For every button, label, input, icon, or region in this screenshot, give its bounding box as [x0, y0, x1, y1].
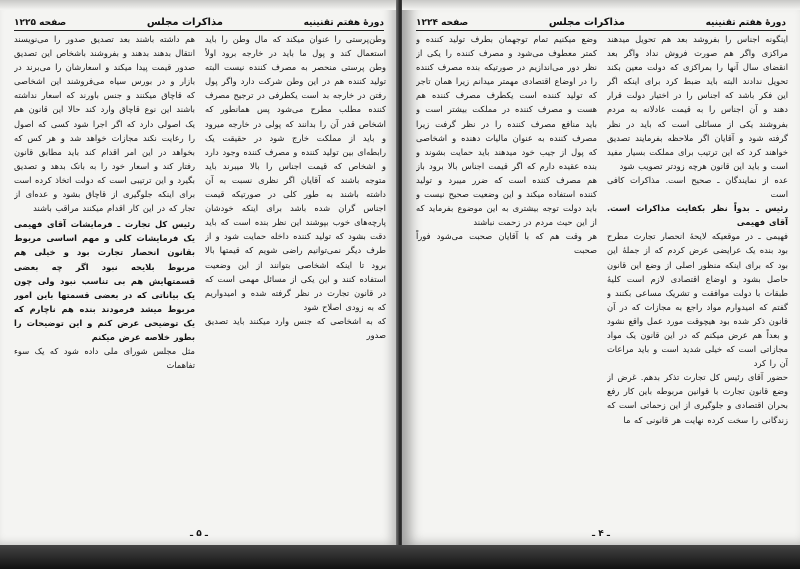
paragraph: وطن‌پرستی را عنوان میکند که مال وطن را باید استعمال کند و پول ما باید در خارجه برود اولاً وطن پرستی منحصر به مصرف کننده نیست البته تولید کننده هم در این وطن شرکت دارد واگر پول رفتن در خارجه بد است یکطرفی در ترجیح مصرف کننده مطلب مطرح می‌شود پس همانطور که اشخاص قدر آن را بدانند که پولی در خارجه میرود و باید از مملکت خارج شود در حقیقت یک رابطه‌ای بین تولید کننده و مصرف کننده وجود دارد و اشخاص که قیمت اجناس را بالا میبرند باید متوجه باشند که آقایان اگر نظری نسبت به آن داشته باشند به طور کلی در صورتیکه قیمت اجناس گران شده باشد برای اینکه خودشان پارچه‌های خوب بپوشند این نظر بنده است که باید دقت بشود که تولید کننده داخله حمایت شود و از طرف دیگر نمی‌توانیم راضی شویم که قیمتها بالا برود تا اینکه اشخاصی بتوانند از این وضعیت استفاده کنند و این یکی از مسائل مهمی است که در قانون تجارت در نظر گرفته شده و امیدواریم که به زودی اصلاح شود: [205, 34, 386, 312]
page-number-label: صفحه ۱۲۲۴: [416, 18, 469, 28]
folio-number: ـ ۴ ـ: [592, 529, 610, 539]
paragraph: مثل مجلس شورای ملی داده شود که یک سوء تفاهمات: [14, 346, 195, 371]
right-page-columns: [416, 32, 788, 523]
session-label: دورهٔ هفتم تقنینیه: [303, 18, 384, 28]
paragraph: عده از نمایندگان ـ صحیح است. مذاکرات کافی است: [607, 174, 788, 200]
text-column-left: [14, 32, 195, 523]
running-title: مذاکرات مجلس: [548, 17, 625, 28]
text-column-right: [607, 32, 788, 523]
paragraph: وضع میکنیم تمام توجهمان بطرف تولید کننده و کمتر معطوف می‌شود و مصرف کننده را یکی از نظر دور می‌اندازیم در صورتیکه بنده مصرف کننده را در اوضاع اقتصادی مهمتر میدانم زیرا همان تاجر که تولید کننده است یکطرف مصرف کننده هم هست و مصرف کننده در مملکت بیشتر است و باید منافع مصرف کننده را در نظر گرفت زیرا مصرف کننده به عنوان مالیات دهنده و اشخاصی که پول از جیب خود میدهند باید حمایت بشوند و بنده عقیده دارم که اگر قیمت اجناس بالا برود باز هم مصرف کننده است که ضرر میبرد و تولید کننده استفاده میکند و این وضعیت صحیح نیست و باید دولت توجه بیشتری به این موضوع بفرماید که از این حیث مردم در زحمت نباشند: [416, 34, 597, 228]
text-column-right: [205, 32, 386, 523]
page-shadow: [402, 0, 800, 10]
left-page-header: [14, 14, 384, 31]
paragraph: اینگونه اجناس را بفروشد بعد هم تحویل میدهند مراکزی واگر هم صورت فروش نداد واگر بعد انقضای سال آنها را بمراکزی که دولت معین بکند تحویل ندادند البته باید ضبط کرد برای اینکه اگر این فکر باشد که اجناس را در اختیار دولت قرار دهند و آن اجناس را به قیمت عادلانه به مردم بفروشند یکی از مسائلی است که باید در نظر گرفته شود و آقایان اگر ملاحظه بفرمایند تصدیق خواهند کرد که این ترتیب برای مملکت بسیار مفید است و باید این قانون هرچه زودتر تصویب شود: [607, 34, 788, 171]
folio-number: ـ ۵ ـ: [190, 529, 208, 539]
left-page: [0, 0, 398, 545]
page-number-label: صفحه ۱۲۲۵: [14, 18, 67, 28]
scan-bottom-edge: [0, 545, 800, 569]
page-shadow: [0, 0, 398, 10]
speaker-paragraph: فهیمی ـ در موقعیکه لایحهٔ انحصار تجارت مطرح بود بنده یک عرایضی عرض کردم که از جملهٔ این بود که برای اینکه منظور اصلی از وضع این قانون حاصل بشود و اوضاع اقتصادی لازم است کلیهٔ طبقات با دولت موافقت و تشریک مساعی بکنند و گفتم که امیدوارم مواد راجع به مجازات که در آن قانون ذکر شده بود هیچوقت مورد عمل واقع نشود و بعداً هم عرض میکنم که در این قانون یک مواد مجازاتی است که خیلی شدید است و باید مراعات آن را کرد: [607, 231, 788, 369]
speaker-paragraph: رئیس کل تجارت ـ فرمایشات آقای فهیمی یک فرمایشات کلی و مهم اساسی مربوط بقانون انحصار تجارت بود و خیلی هم مربوط بلایحه نبود اگر چه بعضی قسمتهایش هم بی تناسب نبود ولی چون یک بیاناتی که در بعضی قسمتها باین امور مربوط میشد فرمودند بنده هم ناچارم که یک توضیحی عرض کنم و این توضیحات را بطور خلاصه عرض میکنم: [14, 219, 195, 342]
paragraph: هم داشته باشند بعد تصدیق صدور را می‌نویسند انتقال بدهند بدهند و بفروشند باشخاص این تصدیق صدور قیمت پیدا میکند و اسعارشان را می‌برند در بازار و در بورس سیاه می‌فروشند این اشخاصی که قاچاق میکنند و جنس باورند که اسعار نداشته باشند این نوع قاچاق وارد کند حالا این قانون هم یک اصولی دارد که اگر اجرا شود کسی که اصول را رعایت نکند مجازات خواهد شد و هر کس که بخواهد در این امر اقدام کند باید مطابق قانون رفتار کند و اسعار خود را به بانک بدهد و تصدیق بگیرد و این ترتیبی است که دولت اتخاذ کرده است برای اینکه جلوگیری از قاچاق بشود و عده‌ای از تجار که در این کار اقدام میکنند مراقب باشند: [14, 34, 195, 214]
text-column-left: [416, 32, 597, 523]
right-page-header: [416, 14, 786, 31]
paragraph: هر وقت هم که با آقایان صحبت می‌شود فوراً صحبت: [416, 231, 597, 256]
paragraph: حضور آقای رئیس کل تجارت تذکر بدهم. غرض از وضع قانون تجارت با قوانین مربوطه باین کار رفع بحران اقتصادی و جلوگیری از این زحماتی است که زندگانی را سخت کرده نهایت هر قانونی که ما: [607, 372, 788, 425]
paragraph: که به اشخاصی که جنس وارد میکنند باید تصدیق صدور: [205, 315, 386, 340]
left-page-columns: [14, 32, 386, 523]
session-label: دورهٔ هفتم تقنینیه: [705, 18, 786, 28]
speaker-paragraph: رئیس ـ بدواً نظر بکفایت مذاکرات است. آقای فهیمی: [607, 203, 788, 228]
right-page: [402, 0, 800, 545]
running-title: مذاکرات مجلس: [146, 17, 223, 28]
